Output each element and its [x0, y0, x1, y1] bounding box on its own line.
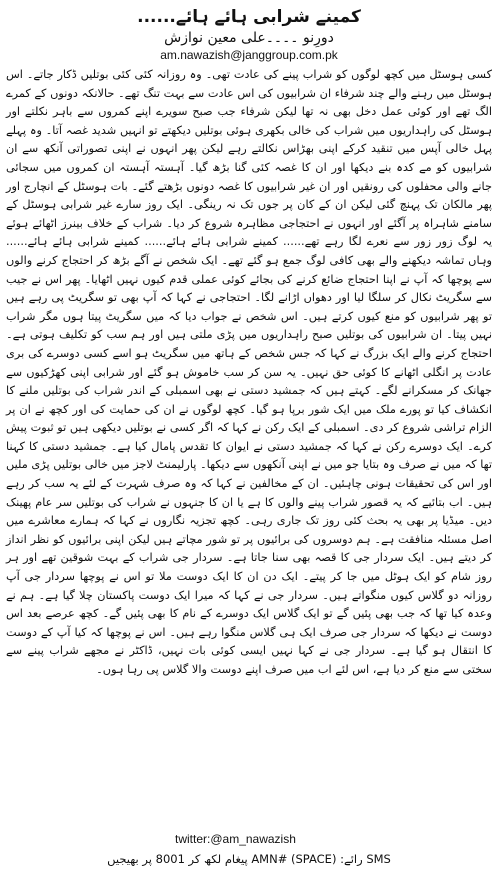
author-twitter: twitter:@am_nawazish [175, 832, 296, 846]
author-email: am.nawazish@janggroup.com.pk [160, 48, 338, 62]
sms-feedback-note: SMS رائے: AMN# (SPACE) پیغام لکھ کر 8001 پر بھیجیں [107, 852, 391, 866]
article-body-text: کسی ہوسٹل میں کچھ لوگوں کو شراب پینے کی عادت تھی۔ وہ روزانہ کئی کئی بوتلیں ڈکار جاتے۔ اس ہوسٹل میں رہنے والے چند شرفاء ان شرابیوں کی اس عادت سے بہت تنگ تھے۔ حالانکہ دونوں کے کمرے الگ تھے اور کوئی عمل دخل بھی نہ تھا لیکن شرفاء جب صبح سویرے اپنے کمروں سے باہر نکلتے اور ہوسٹل کی راہداریوں میں شراب کی خالی بکھری ہوئی بوتلیں دیکھتے تو انہیں شدید غصہ آتا۔ وہ پہلے پہل خالی آپس میں تنقید کرکے اپنی بھڑاس نکالتے رہے لیکن پھر انہوں نے اپنی تصوراتی آنکھ سے ان شرابیوں کو مے کدہ بنے دیکھا اور ان کا غصہ کئی گنا بڑھ گیا۔ آہستہ آہستہ ان کمروں میں سجائی جانے والی محفلوں کی رونقیں اور ان غیر شرابیوں کا غصہ دونوں بڑھتے گئے۔ بات ہوسٹل کے انچارج اور پھر مالکان تک پہنچ گئی لیکن ان کے کان پر جوں تک نہ رینگی۔ ایک روز سارے غیر شرابی ہوسٹل کے سامنے شاہراہ پر آگئے اور انہوں نے احتجاجی مظاہرہ شروع کر دیا۔ شراب کے خلاف بینرز اٹھائے ہوئے یہ لوگ زور زور سے نعرے لگا رہے تھے...... کمینے شرابی ہائے ہائے...... کمینے شرابی ہائے ہائے...... وہاں تماشہ دیکھنے والے بھی کافی لوگ جمع ہو گئے تھے۔ ایک شخص نے آگے بڑھ کر احتجاج کرنے والوں سے پوچھا کہ آپ نے اپنا احتجاج ضائع کرنے کی بجائے کوئی عملی قدم کیوں نہیں اٹھایا۔ پھر اس نے جیب سے سگریٹ نکال کر سلگا لیا اور دھواں اڑانے لگا۔ احتجاجی نے کہا کہ آپ بھی تو سگریٹ پی رہے ہیں تو پھر شرابیوں کو منع کیوں کرتے ہیں۔ اس شخص نے جواب دیا کہ میں سگریٹ پیتا ہوں مگر شراب نہیں پیتا۔ ان شرابیوں کی بوتلیں صبح راہداریوں میں پڑی ملتی ہیں اور ہم سب کو تکلیف ہوتی ہے۔ احتجاج کرنے والے ایک بزرگ نے کہا کہ جس شخص کے ہاتھ میں سگریٹ ہو اسے کسی دوسرے کی بری عادت پر انگلی اٹھانے کا کوئی حق نہیں۔ یہ سن کر سب خاموش ہو گئے اور شرابی اپنی کھڑکیوں سے جھانک کر مسکرانے لگے۔ کہتے ہیں کہ جمشید دستی نے بھی اسمبلی کے اندر شراب کی بوتلیں ملنے کا انکشاف کیا تو پورے ملک میں ایک شور برپا ہو گیا۔ کچھ لوگوں نے ان کی حمایت کی اور کچھ نے ان پر الزام تراشی شروع کر دی۔ اسمبلی کے ایک رکن نے کہا کہ اگر کسی نے بوتلیں دیکھی ہیں تو ثبوت پیش کرے۔ ایک دوسرے رکن نے کہا کہ جمشید دستی نے ایوان کا تقدس پامال کیا ہے۔ جمشید دستی کا کہنا تھا کہ میں نے صرف وہ بتایا جو میں نے اپنی آنکھوں سے دیکھا۔ پارلیمنٹ لاجز میں خالی بوتلیں پڑی ملیں اور اس کی تحقیقات ہونی چاہئیں۔ ان کے مخالفین نے کہا کہ وہ صرف شہرت کے لئے یہ سب کر رہے ہیں۔ اب بتائیے کہ یہ قصور شراب پینے والوں کا ہے یا ان کا جنہوں نے شراب کی بوتلیں سر عام پھینک دیں۔ میڈیا پر بھی یہ بحث کئی روز تک جاری رہی۔ کچھ تجزیہ نگاروں نے کہا کہ ہمارے معاشرے میں اصل مسئلہ منافقت ہے۔ ہم دوسروں کی برائیوں پر تو شور مچاتے ہیں لیکن اپنی برائیوں کو نظر انداز کر دیتے ہیں۔ ایک سردار جی کا قصہ بھی سنا جاتا ہے۔ سردار جی شراب کے بہت شوقین تھے اور ہر روز شام کو ایک ہوٹل میں جا کر پیتے۔ ایک دن ان کا ایک دوست ملا تو اس نے پوچھا سردار جی آپ روزانہ دو گلاس کیوں منگواتے ہیں۔ سردار جی نے کہا کہ میرا ایک دوست پاکستان چلا گیا ہے۔ ہم نے وعدہ کیا تھا کہ جب بھی پئیں گے تو ایک گلاس ایک دوسرے کے نام کا بھی پئیں گے۔ کچھ عرصے بعد اس دوست نے دیکھا کہ سردار جی صرف ایک ہی گلاس منگوا رہے ہیں۔ اس نے پوچھا کہ کیا آپ کے دوست کا انتقال ہو گیا ہے۔ سردار جی نے کہا نہیں ایسی کوئی بات نہیں، ڈاکٹر نے مجھے شراب پینے سے سختی سے منع کر دیا ہے، اس لئے اب میں صرف اپنے دوست والا گلاس پی رہا ہوں۔ [6, 68, 492, 676]
article-body [6, 66, 492, 680]
article-title: کمینے شرابی ہائے ہائے...... [137, 7, 361, 27]
article-byline: دورِنو ۔۔۔۔علی معین نوازش [164, 30, 334, 46]
